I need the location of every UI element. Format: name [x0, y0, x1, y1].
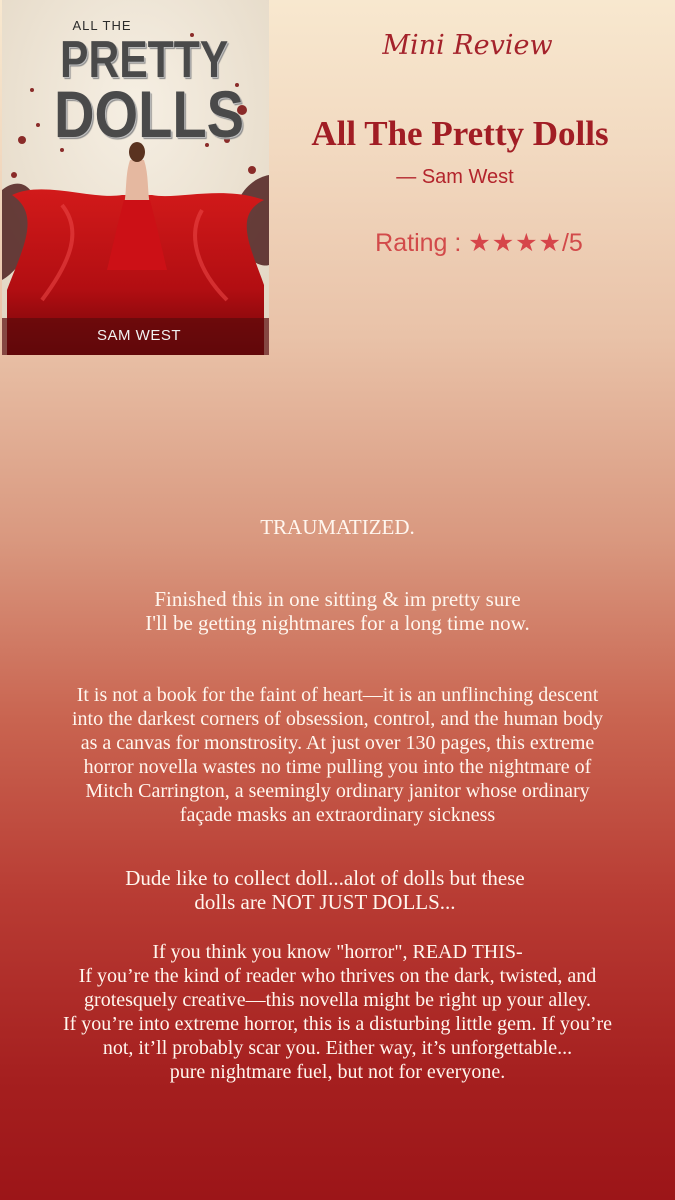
review-paragraph-1: Finished this in one sitting & im pretty sure I'll be getting nightmares for a long time now. — [145, 587, 530, 635]
rating-stars: ★★★★ — [468, 229, 562, 257]
book-title: All The Pretty Dolls — [311, 114, 609, 153]
rating — [290, 228, 668, 258]
cover-author: SAM WEST — [97, 327, 182, 344]
review-paragraph-2: It is not a book for the faint of heart—it is an unflinching descent into the darkest corners of obsession, control, and the human body as a canvas for monstrosity. At just over 130 pages, this extreme horror novella wastes no time pulling you into the nightmare of Mitch Carrington, a seemingly ordinary janitor whose ordinary façade masks an extraordinary sickness — [72, 684, 603, 826]
review-paragraph-3: Dude like to collect doll...alot of dolls but these dolls are NOT JUST DOLLS... — [125, 866, 525, 914]
book-author: — Sam West — [396, 166, 514, 188]
review-paragraph-4: If you think you know "horror", READ THIS- If you’re the kind of reader who thrives on the dark, twisted, and grotesquely creative—this novella might be right up your alley. If you’re into extreme horror, this is a disturbing little gem. If you’re not, it’ll probably scar you. Either way, it’s unforgettable... pure nightmare fuel, but not for everyone. — [62, 941, 613, 1083]
mini-review-label: Mini Review — [382, 30, 553, 61]
cover-title-line1: PRETTY — [60, 31, 229, 89]
review-heading: TRAUMATIZED. — [260, 515, 415, 539]
cover-title-line2: DOLLS — [54, 77, 245, 151]
rating-prefix: Rating : — [375, 229, 462, 257]
rating-suffix: /5 — [561, 229, 583, 257]
cover-top-text: ALL THE — [72, 18, 132, 33]
book-cover — [2, 0, 269, 355]
